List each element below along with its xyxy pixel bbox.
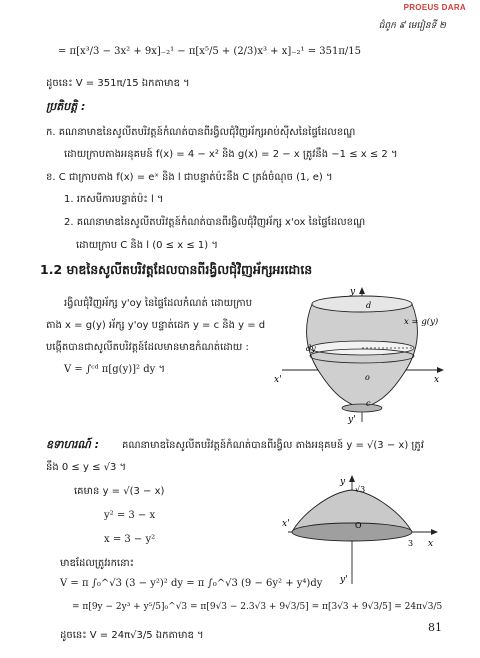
fig2-label-o: O — [355, 521, 362, 530]
fig2-label-sqrt3: √3 — [355, 485, 366, 494]
fig2-label-3: 3 — [408, 539, 414, 548]
exercise-b-item1: 1. រកសមីការបន្ទាត់ប៉ះ l ។ — [64, 194, 164, 205]
fig2-label-x: x — [428, 539, 434, 549]
section-heading: 1.2 មាឌនៃសូលីតបរិវត្តដែលបានពីរង្វិលជុំវិញអ័ក្សអរដោនេ — [40, 262, 313, 277]
example-text1: គណនាមាឌនៃសូលីតបរិវត្តន៍កំណត់បានពីរង្វិល តាងអនុគមន៍ y = √(3 − x) ត្រូវ — [122, 440, 424, 451]
fig2-label-xp: x' — [282, 519, 290, 529]
solid-body — [307, 304, 418, 408]
section-para-line2: តាង x = g(y) អ័ក្ស y'oy បន្ទាត់ដេក y = c និង y = d — [46, 320, 266, 331]
fig1-label-xp: x' — [274, 375, 282, 385]
fig1-label-x: x — [434, 375, 440, 385]
fig1-label-dy: dy — [306, 344, 316, 353]
equation-line: = π[x³/3 − 3x² + 9x]₋₂¹ − π[x⁵/5 + (2/3)x³ + x]₋₂¹ = 351π/15 — [58, 46, 362, 57]
y-axis-arrow — [359, 287, 365, 294]
fig1-label-o: o — [365, 373, 370, 382]
top-ellipse — [312, 296, 412, 312]
fig1-label-yp: y' — [348, 415, 356, 424]
section-para-line3: បង្កើតបានជាសូលីតបរិវត្តន៍ដែលមានមាឌកំណត់ដោយ : — [46, 342, 249, 353]
step-3: x = 3 − y² — [104, 534, 156, 545]
section-para-line1: រង្វិលជុំវិញអ័ក្ស y'oy នៃផ្ទៃដែលកំណត់ ដោយក្រាប — [64, 298, 253, 309]
x-axis-arrow — [431, 529, 438, 535]
figure-solid-revolution-y — [272, 284, 450, 424]
step-7: ដូចនេះ V = 24π√3/5 ឯកតាមាឌ ។ — [60, 630, 204, 641]
conclusion-line: ដូចនេះ V = 351π/15 ឯកតាមាឌ ។ — [46, 78, 190, 89]
example-text2: នឹង 0 ≤ y ≤ √3 ។ — [46, 462, 127, 473]
exercise-a-line2: ដោយក្រាបតាងអនុគមន៍ f(x) = 4 − x² និង g(x) = 2 − x ត្រូវនឹង −1 ≤ x ≤ 2 ។ — [64, 149, 398, 160]
step-5: V = π ∫₀^√3 (3 − y²)² dy = π ∫₀^√3 (9 − 6y² + y⁴)dy — [60, 578, 323, 589]
fig1-label-d: d — [366, 301, 372, 310]
exercise-title: ប្រតិបត្តិ : — [46, 100, 86, 113]
example-label: ឧទាហរណ៍ : — [46, 438, 100, 451]
step-6: = π[9y − 2y³ + y⁵/5]₀^√3 = π[9√3 − 2.3√3 + 9√3/5] = π[3√3 + 9√3/5] = 24π√3/5 — [72, 602, 443, 612]
exercise-a-line1: ក. គណនាមាឌនៃសូលីតបរិវត្តន៍កំណត់បានពីរង្វិលជុំវិញអ័ក្សអាប់ស៊ីសនៃផ្ទៃដែលខណ្ឌ — [46, 127, 356, 138]
exercise-b-item2: 2. គណនាមាឌនៃសូលីតបរិវត្តន៍កំណត់បានពីរង្វិលជុំវិញអ័ក្ស x'ox នៃផ្ទៃដែលខណ្ឌ — [64, 217, 366, 228]
step-4: មាឌដែលត្រូវរកនោះ — [60, 558, 135, 569]
step-1: គេមាន y = √(3 − x) — [74, 486, 165, 497]
volume-formula: V = ∫ᶜᵈ π[g(y)]² dy ។ — [64, 364, 166, 375]
base-ellipse — [292, 523, 412, 541]
x-axis-arrow — [437, 367, 444, 373]
fig2-label-y: y — [340, 477, 346, 487]
fig2-label-yp: y' — [340, 575, 348, 585]
y-axis-arrow — [349, 475, 355, 482]
fig1-curve-label: x = g(y) — [404, 317, 439, 327]
bottom-ellipse — [342, 404, 382, 412]
exercise-b-line1: ខ. C ជាក្រាបតាង f(x) = eˣ និង l ជាបន្ទាត់ប៉ះនឹង C ត្រង់ចំណុច (1, e) ។ — [46, 172, 333, 183]
brand-watermark: PROEUS DARA — [403, 3, 466, 12]
figure-example-solid — [280, 474, 440, 586]
step-2: y² = 3 − x — [104, 510, 156, 521]
page-number: 81 — [428, 621, 442, 634]
exercise-b-item2b: ដោយក្រាប C និង l (0 ≤ x ≤ 1) ។ — [76, 240, 218, 251]
chapter-header: ជំពូក ៩ មេរៀនទី ២ — [378, 21, 446, 31]
fig1-label-y: y — [350, 287, 356, 297]
fig1-label-c: c — [366, 399, 371, 408]
